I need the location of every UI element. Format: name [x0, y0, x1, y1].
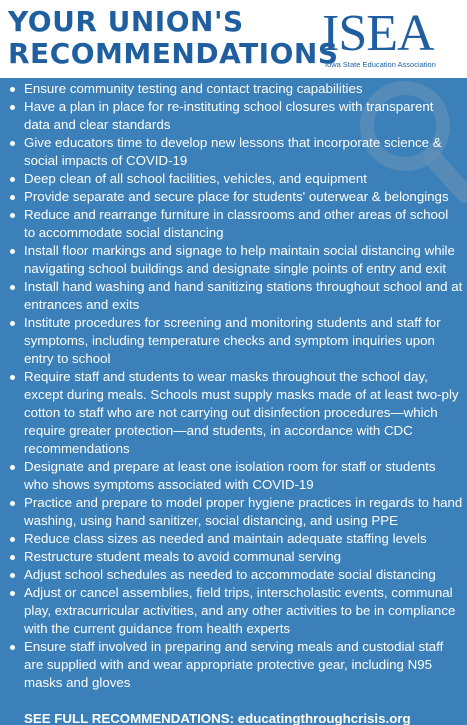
recommendations-list	[0, 80, 467, 692]
list-item: Install hand washing and hand sanitizing stations throughout school and at entrances and exits	[0, 278, 467, 314]
title-line-2: RECOMMENDATIONS	[8, 37, 339, 70]
logo-wordmark: ISEA	[322, 5, 434, 62]
list-item: Practice and prepare to model proper hygiene practices in regards to hand washing, using hand sanitizer, social distancing, and using PPE	[0, 494, 467, 530]
list-item: Designate and prepare at least one isolation room for staff or students who shows symptoms associated with COVID-19	[0, 458, 467, 494]
list-item: Install floor markings and signage to help maintain social distancing while navigating school buildings and designate single points of entry and exit	[0, 242, 467, 278]
list-item: Adjust or cancel assemblies, field trips, interscholastic events, communal play, extracurricular activities, and any other activities to be in compliance with the current guidance from health experts	[0, 584, 467, 638]
list-item: Deep clean of all school facilities, vehicles, and equipment	[0, 170, 467, 188]
list-item: Ensure staff involved in preparing and serving meals and custodial staff are supplied with and wear appropriate protective gear, including N95 masks and gloves	[0, 638, 467, 692]
list-item: Institute procedures for screening and monitoring students and staff for symptoms, including temperature checks and symptom inquiries upon entry to school	[0, 314, 467, 368]
recommendations-panel	[0, 78, 467, 725]
list-item: Provide separate and secure place for students' outerwear & belongings	[0, 188, 467, 206]
list-item: Reduce and rearrange furniture in classrooms and other areas of school to accommodate social distancing	[0, 206, 467, 242]
footer-link-text: SEE FULL RECOMMENDATIONS: educatingthroughcrisis.org	[24, 711, 411, 725]
list-item: Restructure student meals to avoid communal serving	[0, 548, 467, 566]
list-item: Adjust school schedules as needed to accommodate social distancing	[0, 566, 467, 584]
list-item: Have a plan in place for re-instituting school closures with transparent data and clear standards	[0, 98, 467, 134]
header	[0, 0, 467, 78]
logo-subtitle: Iowa State Education Association	[325, 60, 436, 69]
list-item: Reduce class sizes as needed and maintain adequate staffing levels	[0, 530, 467, 548]
title-line-1: YOUR UNION'S	[8, 5, 244, 38]
page-title	[8, 6, 338, 70]
list-item: Ensure community testing and contact tracing capabilities	[0, 80, 467, 98]
isea-logo	[322, 5, 440, 72]
list-item: Give educators time to develop new lessons that incorporate science & social impacts of COVID-19	[0, 134, 467, 170]
list-item: Require staff and students to wear masks throughout the school day, except during meals. Schools must supply masks made of at least two-ply cotton to staff who are not carrying out disinfection procedures—which require greater protection—and students, in accordance with CDC recommendations	[0, 368, 467, 458]
